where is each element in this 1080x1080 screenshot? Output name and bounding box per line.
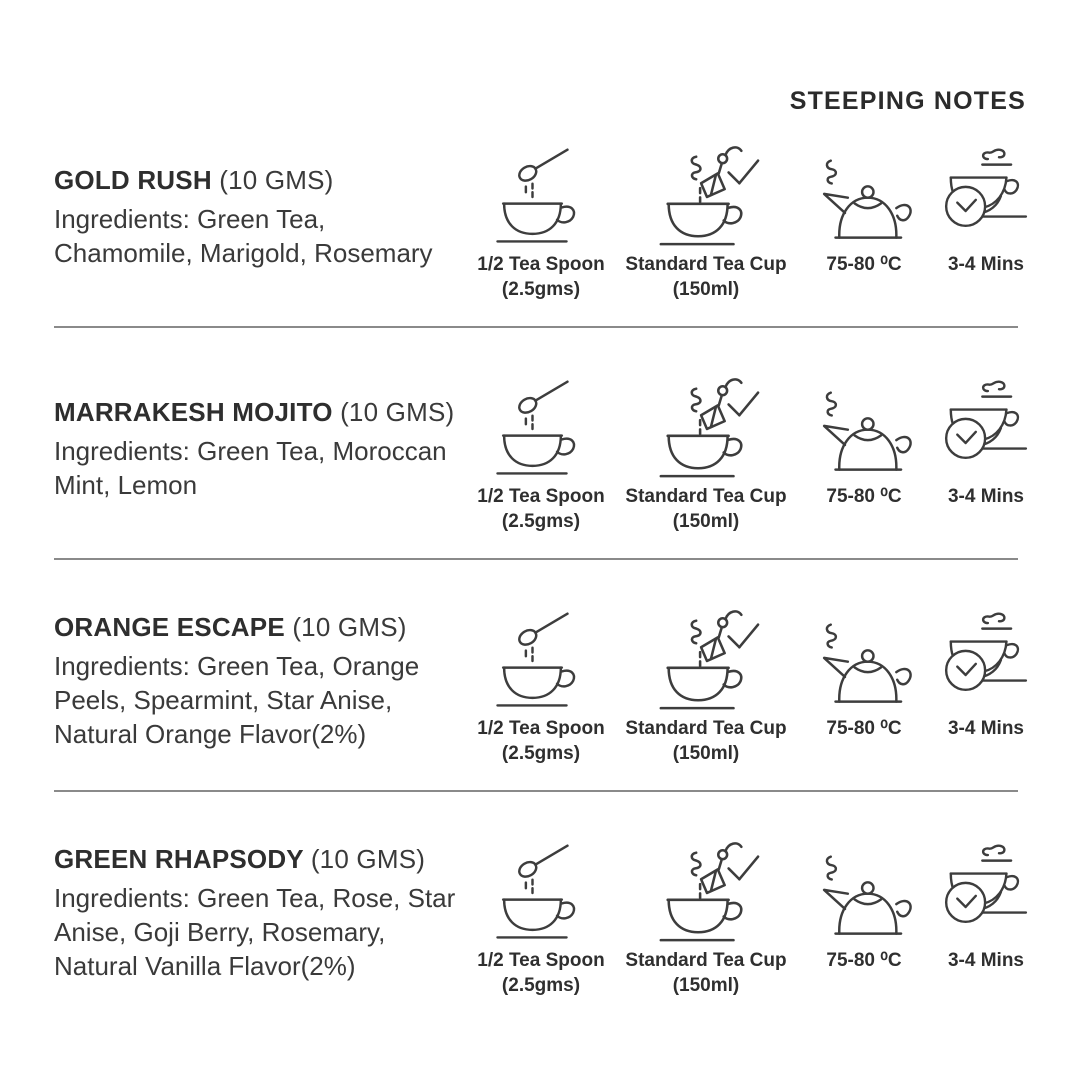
icon-label-line: 3-4 Mins	[947, 718, 1025, 739]
teaspoon-icon	[489, 377, 593, 481]
tea-weight: (10 GMS)	[340, 396, 455, 427]
tea-ingredients	[54, 649, 484, 751]
tea-weight: (10 GMS)	[292, 611, 407, 642]
steeping-step-time	[930, 328, 1042, 558]
icon-label-line: (2.5gms)	[501, 975, 581, 996]
steeping-step-temperature	[798, 328, 930, 558]
steeping-step-time	[930, 96, 1042, 326]
teaspoon-icon	[489, 145, 593, 249]
steeping-step-temperature	[798, 96, 930, 326]
icon-label	[477, 484, 604, 536]
icon-label-line: 1/2 Tea Spoon	[477, 486, 605, 507]
page-title: STEEPING NOTES	[789, 87, 1026, 115]
tea-name	[54, 163, 484, 197]
icon-label	[625, 484, 786, 536]
teaspoon-icon	[489, 609, 593, 713]
tea-name-text: GREEN RHAPSODY	[54, 843, 304, 874]
tea-row-gold-rush	[0, 96, 1080, 326]
icon-label-line: 75-80 ⁰C	[826, 254, 902, 275]
ingredients-line: Ingredients: Green Tea, Moroccan	[54, 435, 447, 466]
icon-label	[625, 948, 786, 1000]
kettle-icon	[807, 850, 921, 945]
tea-ingredients	[54, 202, 484, 270]
icon-label	[477, 716, 604, 768]
icon-label-line: 75-80 ⁰C	[826, 718, 902, 739]
timer-cup-icon	[933, 611, 1040, 713]
steeping-step-temperature	[798, 792, 930, 1022]
icon-label-line: 1/2 Tea Spoon	[477, 950, 605, 971]
icon-label-line: 3-4 Mins	[947, 254, 1025, 275]
icon-label-line: (150ml)	[672, 279, 740, 300]
steeping-step-spoon	[462, 96, 620, 326]
ingredients-line: Mint, Lemon	[54, 469, 198, 500]
icon-label	[625, 716, 786, 768]
icon-label-line: Standard Tea Cup	[625, 254, 787, 275]
icon-label	[948, 948, 1024, 1000]
timer-cup-icon	[933, 379, 1040, 481]
tea-row-green-rhapsody	[0, 792, 1080, 1022]
tea-name	[54, 395, 484, 429]
ingredients-line: Ingredients: Green Tea, Orange	[54, 650, 420, 681]
icon-label-line: (2.5gms)	[501, 511, 581, 532]
icon-label	[477, 252, 604, 304]
tea-row-marrakesh-mojito	[0, 328, 1080, 558]
steeping-step-temperature	[798, 560, 930, 790]
icon-label	[826, 484, 901, 536]
icon-label	[625, 252, 786, 304]
tea-name	[54, 842, 484, 876]
tea-info	[54, 792, 484, 1022]
icon-label-line: Standard Tea Cup	[625, 950, 787, 971]
tea-name	[54, 610, 484, 644]
tea-name-text: ORANGE ESCAPE	[54, 611, 285, 642]
icon-label	[826, 252, 901, 304]
icon-label-line: (150ml)	[672, 743, 740, 764]
icon-label-line: 1/2 Tea Spoon	[477, 718, 605, 739]
teaspoon-icon	[489, 841, 593, 945]
steeping-step-cup	[622, 328, 790, 558]
icon-label	[948, 716, 1024, 768]
icon-label	[477, 948, 604, 1000]
icon-label-line: (2.5gms)	[501, 743, 581, 764]
teabag-cup-icon	[647, 141, 765, 249]
ingredients-line: Anise, Goji Berry, Rosemary,	[54, 916, 386, 947]
icon-label	[826, 948, 901, 1000]
teabag-cup-icon	[647, 373, 765, 481]
kettle-icon	[807, 154, 921, 249]
icon-label-line: Standard Tea Cup	[625, 486, 787, 507]
tea-rows	[0, 96, 1080, 1022]
ingredients-line: Natural Vanilla Flavor(2%)	[54, 950, 356, 981]
steeping-step-cup	[622, 96, 790, 326]
teabag-cup-icon	[647, 837, 765, 945]
kettle-icon	[807, 618, 921, 713]
steeping-step-spoon	[462, 328, 620, 558]
teabag-cup-icon	[647, 605, 765, 713]
timer-cup-icon	[933, 843, 1040, 945]
icon-label	[948, 252, 1024, 304]
icon-label	[948, 484, 1024, 536]
ingredients-line: Peels, Spearmint, Star Anise,	[54, 684, 393, 715]
timer-cup-icon	[933, 147, 1040, 249]
ingredients-line: Natural Orange Flavor(2%)	[54, 718, 367, 749]
steeping-step-time	[930, 792, 1042, 1022]
ingredients-line: Chamomile, Marigold, Rosemary	[54, 237, 433, 268]
tea-name-text: MARRAKESH MOJITO	[54, 396, 333, 427]
steeping-step-time	[930, 560, 1042, 790]
tea-ingredients	[54, 881, 484, 983]
tea-row-orange-escape	[0, 560, 1080, 790]
steeping-step-cup	[622, 560, 790, 790]
tea-info	[54, 328, 484, 558]
icon-label-line: 75-80 ⁰C	[826, 486, 902, 507]
tea-name-text: GOLD RUSH	[54, 164, 212, 195]
ingredients-line: Ingredients: Green Tea,	[54, 203, 326, 234]
icon-label-line: 3-4 Mins	[947, 486, 1025, 507]
icon-label-line: (2.5gms)	[501, 279, 581, 300]
icon-label-line: Standard Tea Cup	[625, 718, 787, 739]
icon-label-line: 3-4 Mins	[947, 950, 1025, 971]
tea-info	[54, 560, 484, 790]
kettle-icon	[807, 386, 921, 481]
ingredients-line: Ingredients: Green Tea, Rose, Star	[54, 882, 456, 913]
tea-ingredients	[54, 434, 484, 502]
icon-label	[826, 716, 901, 768]
icon-label-line: 1/2 Tea Spoon	[477, 254, 605, 275]
icon-label-line: (150ml)	[672, 511, 740, 532]
steeping-step-cup	[622, 792, 790, 1022]
tea-weight: (10 GMS)	[219, 164, 334, 195]
steeping-step-spoon	[462, 792, 620, 1022]
icon-label-line: (150ml)	[672, 975, 740, 996]
icon-label-line: 75-80 ⁰C	[826, 950, 902, 971]
tea-info	[54, 96, 484, 326]
steeping-step-spoon	[462, 560, 620, 790]
tea-weight: (10 GMS)	[310, 843, 426, 874]
